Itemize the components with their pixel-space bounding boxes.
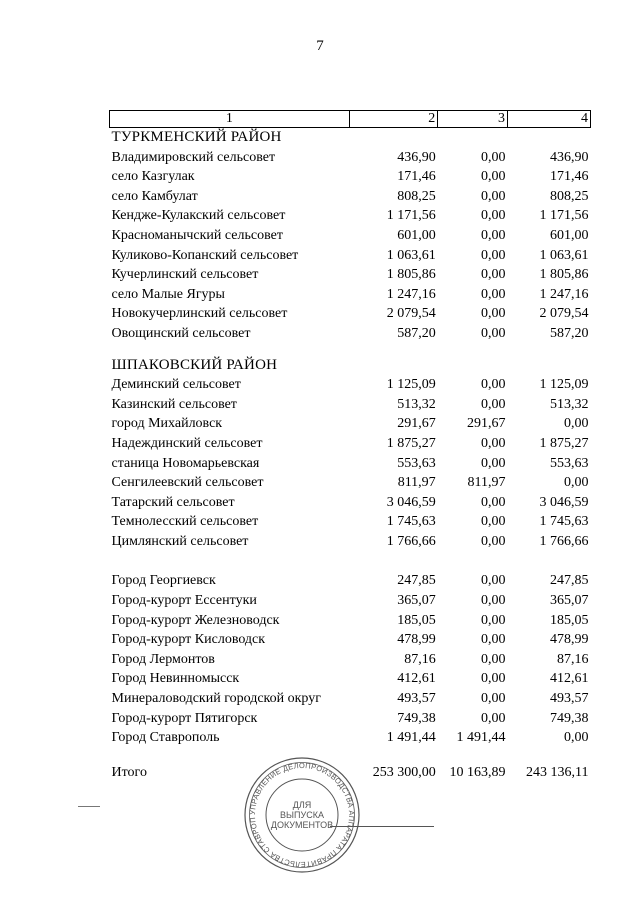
value-col-3: 0,00 — [480, 286, 506, 302]
municipality-name: Сенгилеевский сельсовет — [111, 475, 264, 491]
value-col-4: 412,61 — [550, 671, 589, 687]
municipality-name: Город Георгиевск — [111, 573, 216, 589]
table-row — [110, 324, 591, 344]
value-col-4: 493,57 — [550, 691, 589, 707]
municipality-name: Новокучерлинский сельсовет — [111, 306, 288, 322]
table-row — [110, 709, 591, 729]
value-col-3: 0,00 — [480, 494, 506, 510]
value-col-2: 601,00 — [397, 227, 436, 243]
value-col-3: 0,00 — [480, 593, 506, 609]
value-col-4: 1 745,63 — [539, 514, 589, 530]
value-col-4: 3 046,59 — [539, 494, 589, 510]
value-col-2: 1 171,56 — [386, 208, 436, 224]
spacer-cell — [110, 551, 591, 571]
stamp-center-line-1: ДЛЯ — [292, 800, 312, 810]
value-col-2: 365,07 — [397, 593, 436, 609]
value-col-2: 1 125,09 — [386, 377, 436, 393]
value-col-4: 601,00 — [550, 227, 589, 243]
municipality-name: Темнолесский сельсовет — [111, 514, 259, 530]
official-stamp — [243, 756, 361, 874]
value-col-3: 0,00 — [480, 533, 506, 549]
value-col-2: 749,38 — [397, 710, 436, 726]
stamp-ring-text: УПРАВЛЕНИЕ ДЕЛОПРОИЗВОДСТВА АППАРАТА ПРАВИТЕЛЬСТВА СТАВРОП — [247, 760, 357, 870]
spacer-cell — [110, 344, 591, 356]
value-col-4: 553,63 — [550, 455, 589, 471]
value-col-4: 0,00 — [564, 416, 589, 432]
table-row — [110, 304, 591, 324]
spacer-row — [110, 551, 591, 571]
stamp-center-line-3: ДОКУМЕНТОВ — [270, 820, 334, 830]
value-col-4: 1 805,86 — [539, 267, 589, 283]
value-col-3: 0,00 — [480, 710, 506, 726]
value-col-2: 1 247,16 — [386, 286, 436, 302]
value-col-4: 436,90 — [550, 149, 589, 165]
table-row — [110, 434, 591, 454]
value-col-2: 1 491,44 — [386, 730, 436, 746]
municipality-name: село Казгулак — [111, 169, 195, 185]
value-col-4: 0,00 — [564, 475, 589, 491]
value-col-3: 0,00 — [480, 573, 506, 589]
municipality-name: Казинский сельсовет — [111, 396, 237, 412]
value-col-4: 0,00 — [564, 730, 589, 746]
table-row — [110, 285, 591, 305]
municipality-name: село Камбулат — [111, 188, 198, 204]
value-col-4: 513,32 — [550, 396, 589, 412]
table-row — [110, 493, 591, 513]
column-header-2: 2 — [349, 111, 437, 128]
municipality-name: Овощинский сельсовет — [111, 325, 251, 341]
value-col-4: 185,05 — [550, 612, 589, 628]
table-body — [110, 128, 591, 786]
distribution-table — [109, 110, 591, 786]
spacer-row — [110, 344, 591, 356]
value-col-3: 1 491,44 — [456, 730, 506, 746]
municipality-name: Город-курорт Железноводск — [111, 612, 280, 628]
value-col-3: 0,00 — [480, 227, 506, 243]
value-col-3: 0,00 — [480, 247, 506, 263]
value-col-4: 1 171,56 — [539, 208, 589, 224]
value-col-3: 0,00 — [480, 149, 506, 165]
table-row — [110, 454, 591, 474]
table-row — [110, 167, 591, 187]
table-row — [110, 148, 591, 168]
value-col-4: 365,07 — [550, 593, 589, 609]
value-col-4: 1 125,09 — [539, 377, 589, 393]
municipality-name: Татарский сельсовет — [111, 494, 235, 510]
value-col-2: 87,16 — [404, 651, 436, 667]
value-col-3: 0,00 — [480, 188, 506, 204]
municipality-name: Владимировский сельсовет — [111, 149, 276, 165]
value-col-4: 587,20 — [550, 325, 589, 341]
value-col-3: 0,00 — [480, 435, 506, 451]
column-header-4: 4 — [507, 111, 590, 128]
value-col-3: 0,00 — [480, 208, 506, 224]
column-header-row — [110, 111, 591, 128]
value-col-3: 0,00 — [480, 612, 506, 628]
municipality-name: станица Новомарьевская — [111, 455, 260, 471]
value-col-2: 2 079,54 — [386, 306, 436, 322]
value-col-3: 811,97 — [467, 475, 506, 491]
table-row — [110, 571, 591, 591]
stamp-graphic — [243, 756, 361, 874]
value-col-2: 808,25 — [397, 188, 436, 204]
value-col-2: 1 805,86 — [386, 267, 436, 283]
municipality-name: Красноманычский сельсовет — [111, 227, 283, 243]
value-col-2: 513,32 — [397, 396, 436, 412]
value-col-2: 553,63 — [397, 455, 436, 471]
table-row — [110, 226, 591, 246]
table-row — [110, 473, 591, 493]
table-row — [110, 650, 591, 670]
municipality-name: Деминский сельсовет — [111, 377, 241, 393]
table-row — [110, 630, 591, 650]
value-col-2: 412,61 — [397, 671, 436, 687]
table-row — [110, 246, 591, 266]
municipality-name: Кендже-Кулакский сельсовет — [111, 208, 286, 224]
municipality-name: город Михайловск — [111, 416, 223, 432]
value-col-4: 478,99 — [550, 632, 589, 648]
table-row — [110, 591, 591, 611]
value-col-4: 247,85 — [550, 573, 589, 589]
value-col-3: 0,00 — [480, 632, 506, 648]
table-row — [110, 206, 591, 226]
table-row — [110, 532, 591, 552]
total-col-2: 253 300,00 — [372, 764, 436, 780]
value-col-3: 0,00 — [480, 267, 506, 283]
value-col-4: 87,16 — [557, 651, 589, 667]
value-col-2: 185,05 — [397, 612, 436, 628]
section-title: ШПАКОВСКИЙ РАЙОН — [111, 356, 278, 373]
total-col-3: 10 163,89 — [449, 764, 506, 780]
value-col-4: 1 247,16 — [539, 286, 589, 302]
value-col-4: 2 079,54 — [539, 306, 589, 322]
municipality-name: Город-курорт Кисловодск — [111, 632, 266, 648]
value-col-3: 0,00 — [480, 671, 506, 687]
value-col-2: 291,67 — [397, 416, 436, 432]
stamp-center-line-2: ВЫПУСКА — [280, 810, 324, 820]
value-col-4: 171,46 — [550, 169, 589, 185]
municipality-name: Город Ставрополь — [111, 730, 220, 746]
value-col-2: 1 766,66 — [386, 533, 436, 549]
municipality-name: Город Невинномысск — [111, 671, 240, 687]
page-number: 7 — [316, 38, 324, 54]
value-col-3: 0,00 — [480, 651, 506, 667]
table-row — [110, 669, 591, 689]
table-row — [110, 512, 591, 532]
value-col-4: 808,25 — [550, 188, 589, 204]
value-col-3: 0,00 — [480, 306, 506, 322]
value-col-4: 1 063,61 — [539, 247, 589, 263]
value-col-4: 1 875,27 — [539, 435, 589, 451]
value-col-3: 291,67 — [466, 416, 506, 432]
value-col-2: 478,99 — [397, 632, 436, 648]
municipality-name: Кучерлинский сельсовет — [111, 267, 259, 283]
value-col-2: 587,20 — [397, 325, 436, 341]
municipality-name: Надеждинский сельсовет — [111, 435, 263, 451]
value-col-2: 493,57 — [397, 691, 436, 707]
value-col-2: 811,97 — [397, 475, 436, 491]
value-col-2: 1 063,61 — [386, 247, 436, 263]
section-heading-row — [110, 356, 591, 376]
table-row — [110, 728, 591, 748]
value-col-2: 1 745,63 — [386, 514, 436, 530]
value-col-3: 0,00 — [480, 691, 506, 707]
value-col-2: 3 046,59 — [386, 494, 436, 510]
table-row — [110, 611, 591, 631]
margin-mark — [78, 806, 100, 807]
municipality-name: Город Лермонтов — [111, 651, 215, 667]
column-header-3: 3 — [438, 111, 508, 128]
municipality-name: Город-курорт Ессентуки — [111, 593, 257, 609]
table-row — [110, 265, 591, 285]
value-col-3: 0,00 — [480, 377, 506, 393]
value-col-3: 0,00 — [480, 325, 506, 341]
total-label: Итого — [111, 764, 147, 780]
value-col-3: 0,00 — [480, 396, 506, 412]
table-row — [110, 375, 591, 395]
value-col-3: 0,00 — [480, 514, 506, 530]
value-col-4: 1 766,66 — [539, 533, 589, 549]
municipality-name: Куликово-Копанский сельсовет — [111, 247, 299, 263]
municipality-name: Минераловодский городской округ — [111, 691, 321, 707]
value-col-2: 171,46 — [397, 169, 436, 185]
municipality-name: Город-курорт Пятигорск — [111, 710, 258, 726]
value-col-3: 0,00 — [480, 169, 506, 185]
municipality-name: село Малые Ягуры — [111, 286, 225, 302]
value-col-4: 749,38 — [550, 710, 589, 726]
value-col-2: 1 875,27 — [386, 435, 436, 451]
column-header-1: 1 — [110, 111, 350, 128]
municipality-name: Цимлянский сельсовет — [111, 533, 249, 549]
table-row — [110, 689, 591, 709]
table-row — [110, 187, 591, 207]
table-row — [110, 395, 591, 415]
value-col-2: 436,90 — [397, 149, 436, 165]
value-col-2: 247,85 — [397, 573, 436, 589]
section-heading-row — [110, 128, 591, 148]
section-title: ТУРКМЕНСКИЙ РАЙОН — [111, 129, 282, 145]
table-row — [110, 414, 591, 434]
total-col-4: 243 136,11 — [526, 764, 589, 780]
value-col-3: 0,00 — [480, 455, 506, 471]
